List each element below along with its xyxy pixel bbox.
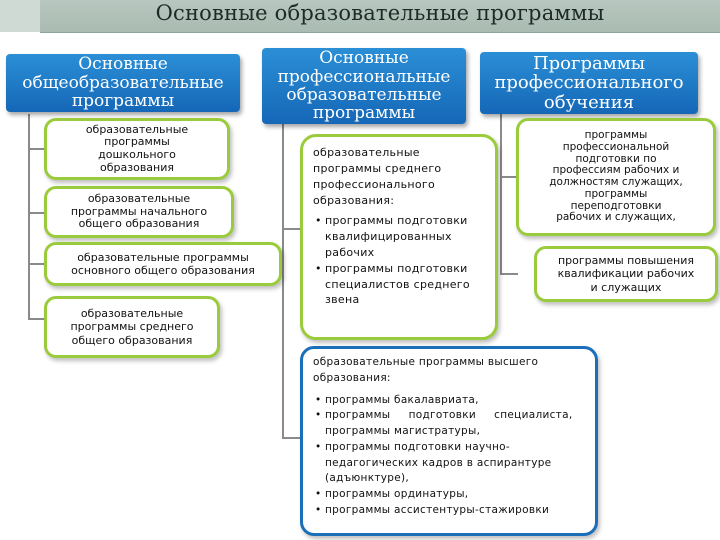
header-professional-line-1: Основные — [319, 48, 409, 69]
title-bar — [40, 0, 720, 33]
item-primary-line-2: программы начального — [70, 204, 208, 218]
item-preschool-education — [44, 118, 230, 180]
training-1-line-4: профессиям рабочих и — [552, 164, 680, 177]
item-qualification-upgrade — [534, 246, 718, 302]
vo-bullet-5-line-1: • программы ассистентуры-стажировки — [325, 503, 550, 516]
vo-bullet-2 — [325, 408, 587, 440]
training-2-line-1: программы повышения — [557, 254, 695, 268]
spo-bullet-2-line-3: звена — [325, 293, 360, 307]
item-spo-programs — [300, 134, 498, 340]
vo-bullet-5 — [325, 503, 587, 519]
item-vocational-training — [516, 118, 716, 236]
training-1-line-6: программы — [584, 187, 648, 200]
spo-bullet-2-line-2: специалистов среднего — [325, 277, 470, 291]
connector-training-trunk — [500, 112, 502, 275]
header-professional-line-4: программы — [312, 103, 416, 124]
item-primary-line-1: образовательные — [87, 192, 191, 206]
vo-bullet-3 — [325, 440, 587, 487]
item-basic-line-1: образовательные программы — [77, 250, 249, 264]
spo-bullet-1-line-1: • программы подготовки — [325, 213, 468, 227]
header-general-programs — [6, 54, 240, 112]
item-secondary-line-2: программы среднего — [70, 320, 194, 334]
header-professional-line-3: образовательные — [286, 85, 442, 105]
item-secondary-education — [44, 296, 220, 358]
vo-bullet-3-line-3: (адъюнктуре), — [325, 472, 410, 485]
header-general-line-3: программы — [71, 91, 175, 112]
connector-professional-2 — [282, 437, 302, 439]
vo-intro-line-2: образования: — [313, 371, 391, 384]
training-1-line-8: рабочих и служащих, — [556, 211, 676, 224]
spo-bullet-2 — [325, 261, 487, 309]
page-title: Основные образовательные программы — [155, 1, 605, 25]
item-primary-line-3: общего образования — [78, 217, 200, 231]
item-basic-line-2: основного общего образования — [71, 264, 255, 277]
header-training-line-1: Программы — [532, 52, 646, 74]
spo-bullet-1 — [325, 213, 487, 261]
spo-bullet-1-line-3: рабочих — [325, 245, 375, 259]
header-general-line-1: Основные — [78, 54, 168, 75]
vo-bullet-1-line-1: • программы бакалавриата, — [325, 393, 479, 406]
training-1-line-3: подготовки по — [575, 152, 657, 165]
header-general-line-2: общеобразовательные — [22, 72, 224, 93]
vo-bullet-list — [313, 393, 587, 519]
item-secondary-line-1: образовательные — [80, 307, 184, 321]
header-training-line-2: профессионального — [494, 72, 684, 94]
vo-bullet-3-line-1: • программы подготовки научно- — [325, 440, 510, 453]
spo-intro-line-3: профессионального — [313, 177, 436, 191]
item-preschool-line-3: дошкольного — [98, 148, 176, 161]
vo-bullet-2-line-2: программы магистратуры, — [325, 425, 481, 437]
spo-bullet-list — [313, 213, 487, 309]
spo-bullet-2-line-1: • программы подготовки — [325, 261, 468, 275]
item-higher-education-programs — [300, 346, 598, 536]
training-1-line-5: должностям служащих, — [549, 176, 683, 188]
header-training-programs — [480, 52, 698, 114]
connector-general-trunk — [28, 114, 30, 319]
header-training-line-3: обучения — [543, 91, 635, 113]
training-2-line-2: квалификации рабочих — [557, 267, 695, 281]
header-professional-programs — [262, 48, 466, 124]
spo-bullet-1-line-2: квалифицированных — [325, 229, 452, 243]
vo-bullet-4-line-1: • программы ординатуры, — [325, 488, 469, 500]
connector-professional-1 — [282, 228, 302, 230]
vo-bullet-3-line-2: педагогических кадров в аспирантуре — [325, 456, 552, 469]
training-1-line-1: программы — [584, 129, 648, 141]
spo-intro-line-4: образования: — [313, 193, 395, 207]
spo-intro-line-2: программы среднего — [313, 161, 442, 175]
vo-intro-line-1: образовательные программы высшего — [313, 356, 539, 368]
vo-bullet-1 — [325, 393, 587, 409]
training-1-line-7: переподготовки — [570, 199, 662, 212]
spo-intro-line-1: образовательные — [313, 146, 420, 159]
training-1-line-2: профессиональной — [562, 140, 670, 153]
item-primary-education — [44, 186, 234, 238]
vo-bullet-2-line-1: • программы подготовки специалиста, — [325, 409, 573, 422]
header-professional-line-2: профессиональные — [277, 66, 451, 87]
title-decoration — [0, 0, 40, 32]
item-preschool-line-4: образования — [100, 160, 174, 174]
training-2-line-3: и служащих — [590, 280, 662, 294]
vo-bullet-4 — [325, 487, 587, 503]
connector-training-2 — [500, 273, 518, 275]
connector-professional-trunk — [282, 118, 284, 438]
item-preschool-line-2: программы — [104, 135, 170, 149]
item-preschool-line-1: образовательные — [85, 122, 189, 136]
item-basic-education — [44, 242, 282, 286]
item-secondary-line-3: общего образования — [71, 333, 193, 347]
